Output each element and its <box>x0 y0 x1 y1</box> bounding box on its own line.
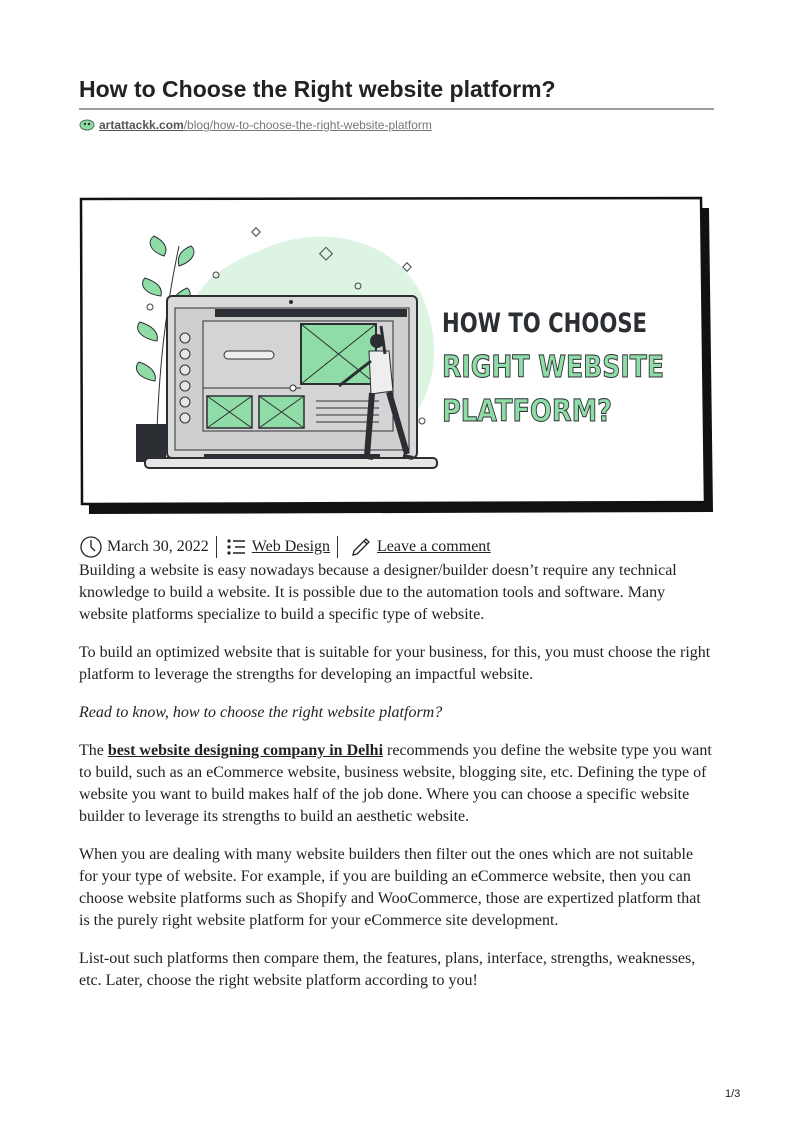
italic-lead: Read to know, how to choose the right website platform? <box>79 704 443 721</box>
article-body <box>79 560 714 1008</box>
comment-pen-icon <box>349 535 373 559</box>
paragraph: List-out such platforms then compare them, the features, plans, interface, strengths, weaknesses, etc. Later, choose the right website platform according to you! <box>79 950 696 989</box>
source-domain[interactable]: artattackk.com <box>99 118 184 132</box>
meta-separator <box>337 536 338 558</box>
meta-separator <box>216 536 217 558</box>
laptop-base <box>145 458 437 468</box>
best-website-designing-link[interactable]: best website designing company in Delhi <box>107 742 384 759</box>
clock-icon <box>79 535 103 559</box>
laptop-base-shadow <box>204 454 380 459</box>
category-list-icon <box>224 535 248 559</box>
source-path[interactable]: /blog/how-to-choose-the-right-website-platform <box>183 118 432 132</box>
paragraph-italic <box>79 702 714 724</box>
hero-illustration <box>79 196 714 516</box>
paragraph: Building a website is easy nowadays because a designer/builder doesn’t require any technical knowledge to build a website. It is possible due to the automation tools and software. Many website platforms specialize to build a specific type of website. <box>79 562 677 623</box>
laptop-camera <box>289 300 293 304</box>
paragraph: To build an optimized website that is suitable for your business, for this, you must choose the right platform to leverage the strengths for developing an impactful website. <box>79 644 711 683</box>
post-date: March 30, 2022 <box>107 538 209 555</box>
title-divider <box>79 108 714 110</box>
screen-pill <box>224 351 274 359</box>
source-url[interactable] <box>79 117 432 133</box>
page-number: 1/3 <box>725 1088 741 1100</box>
hero-line-1: HOW TO CHOOSE <box>442 308 647 339</box>
paragraph <box>79 740 714 828</box>
paragraph-text: recommends you define the website type you want to build, such as an eCommerce website, business website, blogging site, etc. Defining the type of website you want to build makes half of the job done. Where you can choose a specific website builder to leverage its strengths to build an aesthetic website. <box>79 742 712 825</box>
post-meta <box>79 535 714 559</box>
site-logo-icon <box>79 119 95 131</box>
category-link[interactable]: Web Design <box>251 538 331 555</box>
hero-line-2: RIGHT WEBSITE <box>442 350 664 385</box>
paragraph-text: The <box>79 742 108 759</box>
laptop-topbar <box>215 309 407 317</box>
paragraph: When you are dealing with many website builders then filter out the ones which are not suitable for your type of website. For example, if you are building an eCommerce website, then you can choose website platforms such as Shopify and WooCommerce, those are expertized platform that is the purely right website platform for your eCommerce site development. <box>79 846 701 929</box>
leave-comment-link[interactable]: Leave a comment <box>377 538 491 555</box>
page-title: How to Choose the Right website platform? <box>79 76 556 102</box>
hero-line-3: PLATFORM? <box>442 394 612 429</box>
plant-pot <box>136 424 166 462</box>
